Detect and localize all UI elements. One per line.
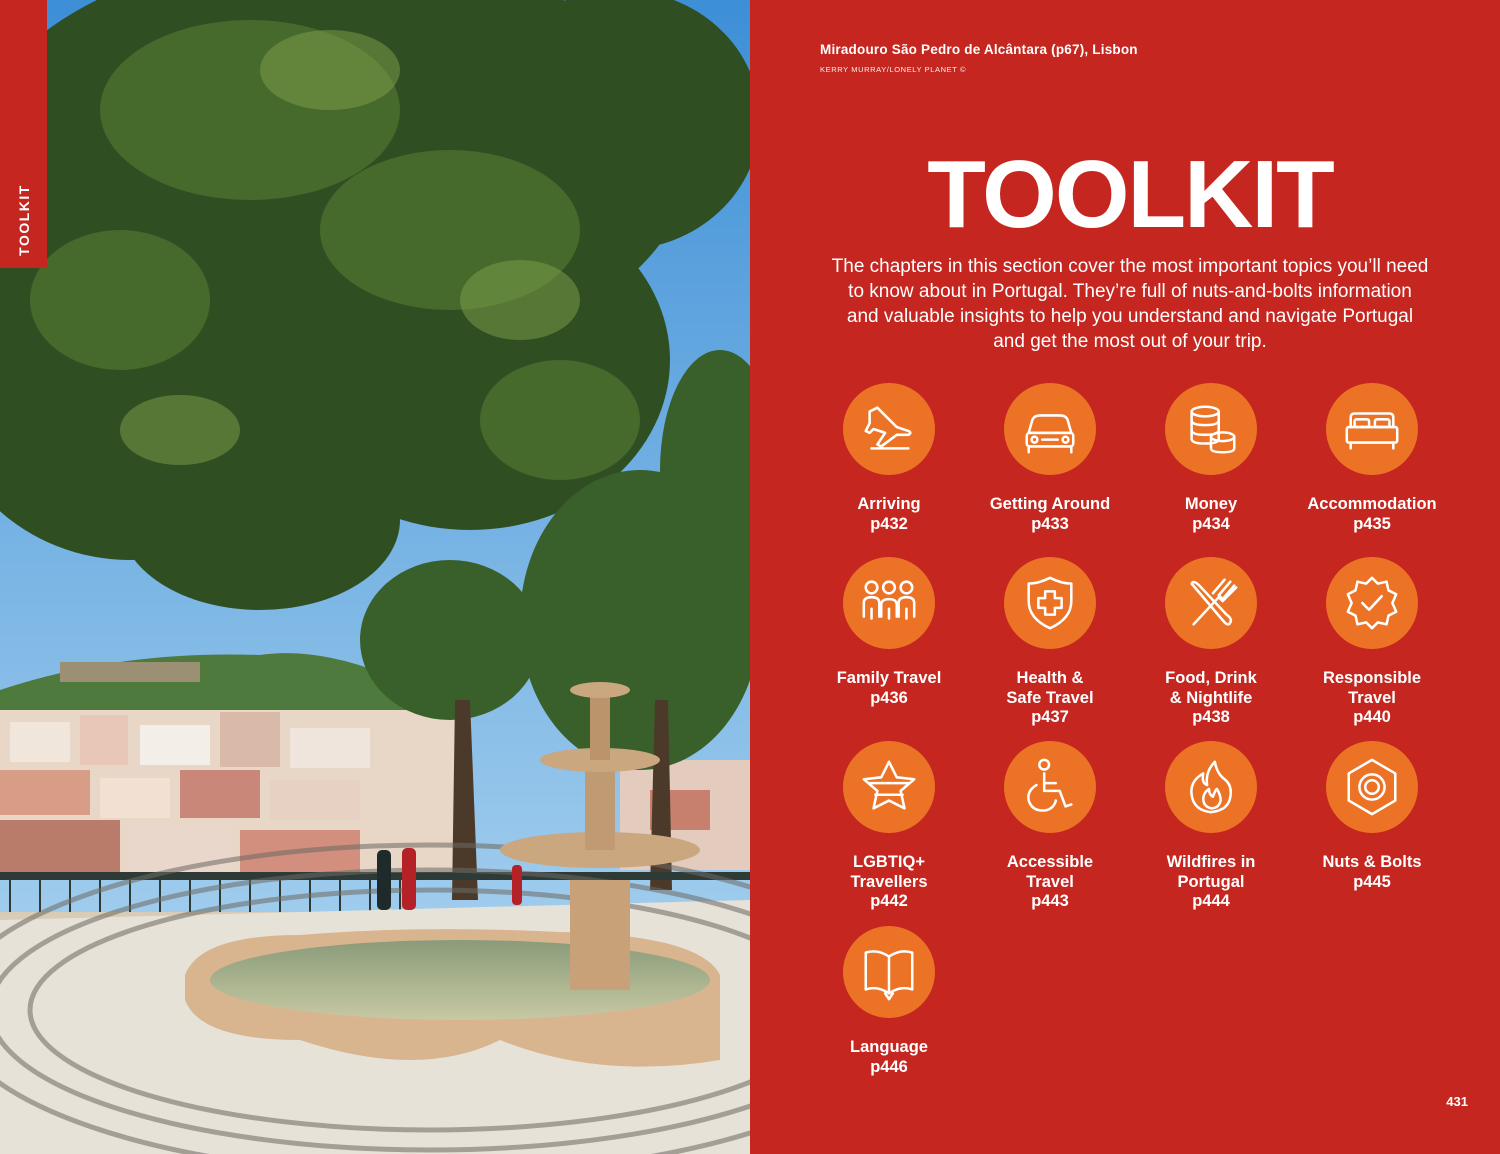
topic-label <box>1131 495 1291 534</box>
topic-page-ref: p437 <box>1031 708 1069 726</box>
hex-nut-icon <box>1341 756 1403 818</box>
photo-caption: Miradouro São Pedro de Alcântara (p67), Lisbon <box>820 42 1138 57</box>
topic-title-line: Family Travel <box>836 669 942 687</box>
page-heading: TOOLKIT <box>927 141 1333 248</box>
topic-label <box>1131 853 1291 912</box>
car-badge <box>1004 383 1096 475</box>
topic-page-ref: p442 <box>870 892 908 910</box>
topic-page-ref: p434 <box>1192 514 1230 533</box>
fork-knife-badge <box>1165 557 1257 649</box>
topic-title-line: Nuts & Bolts <box>1322 853 1422 871</box>
family-icon <box>858 572 920 634</box>
toolkit-topic[interactable] <box>809 557 969 708</box>
topic-label <box>1292 853 1452 892</box>
topic-page-ref: p440 <box>1353 708 1391 726</box>
topic-page-ref: p435 <box>1353 514 1391 533</box>
toolkit-topic[interactable] <box>1292 741 1452 892</box>
book-icon <box>858 941 920 1003</box>
topic-title-line: Safe Travel <box>1006 688 1094 707</box>
toolkit-topic[interactable] <box>970 383 1130 534</box>
topic-page-ref: p432 <box>870 514 908 533</box>
topic-label <box>809 853 969 912</box>
toolkit-topic[interactable] <box>809 741 969 912</box>
topic-title-line: & Nightlife <box>1169 688 1253 707</box>
toolkit-topic[interactable] <box>1131 557 1291 728</box>
toolkit-topic[interactable] <box>970 741 1130 912</box>
fork-knife-icon <box>1180 572 1242 634</box>
bed-icon <box>1341 398 1403 460</box>
topic-label <box>809 669 969 708</box>
star-icon <box>858 756 920 818</box>
photo-credit: KERRY MURRAY/LONELY PLANET © <box>820 65 967 74</box>
topic-page-ref: p443 <box>1031 892 1069 910</box>
intro-paragraph: The chapters in this section cover the most important topics you’ll need to know about in Portugal. They’re full of nuts-and-bolts information and valuable insights to help you understand and navigate Portugal and get the most out of your trip. <box>831 256 1429 352</box>
topic-page-ref: p444 <box>1192 892 1230 910</box>
star-badge <box>843 741 935 833</box>
family-badge <box>843 557 935 649</box>
badge-check-icon <box>1341 572 1403 634</box>
airplane-icon <box>858 398 920 460</box>
coins-icon <box>1180 398 1242 460</box>
topic-title-line: Travel <box>1026 872 1074 891</box>
topic-label <box>809 495 969 534</box>
topic-label <box>970 669 1130 728</box>
toolkit-page <box>750 0 1500 1154</box>
spine-label: TOOLKIT <box>15 184 32 256</box>
bed-badge <box>1326 383 1418 475</box>
topic-label <box>1292 669 1452 728</box>
topic-label <box>809 1038 969 1077</box>
airplane-badge <box>843 383 935 475</box>
topic-title-line: Travel <box>1348 688 1396 707</box>
hex-nut-badge <box>1326 741 1418 833</box>
badge-check-badge <box>1326 557 1418 649</box>
coins-badge <box>1165 383 1257 475</box>
topic-page-ref: p438 <box>1192 708 1230 726</box>
topic-title-line: Arriving <box>857 495 921 513</box>
topic-label <box>970 495 1130 534</box>
topic-title-line: Accessible <box>1006 853 1094 871</box>
toolkit-topic[interactable] <box>1292 383 1452 534</box>
topic-title-line: Portugal <box>1177 872 1245 891</box>
topic-title-line: Language <box>850 1038 928 1056</box>
wheelchair-badge <box>1004 741 1096 833</box>
topic-label <box>1292 495 1452 534</box>
topic-title-line: Wildfires in <box>1166 853 1256 871</box>
topic-page-ref: p446 <box>870 1057 908 1076</box>
book-badge <box>843 926 935 1018</box>
flame-badge <box>1165 741 1257 833</box>
car-icon <box>1019 398 1081 460</box>
shield-cross-badge <box>1004 557 1096 649</box>
page-number: 431 <box>1446 1094 1468 1109</box>
topic-title-line: LGBTIQ+ <box>853 853 925 871</box>
topic-page-ref: p445 <box>1353 872 1391 891</box>
topic-title-line: Responsible <box>1322 669 1422 687</box>
toolkit-topic[interactable] <box>809 383 969 534</box>
topic-label <box>1131 669 1291 728</box>
toolkit-topic[interactable] <box>1292 557 1452 728</box>
topic-title-line: Getting Around <box>989 495 1111 513</box>
topic-title-line: Food, Drink <box>1165 669 1257 687</box>
toolkit-topic[interactable] <box>809 926 969 1077</box>
topic-page-ref: p433 <box>1031 514 1069 533</box>
topic-title-line: Travellers <box>850 872 928 891</box>
toolkit-topic[interactable] <box>1131 741 1291 912</box>
toolkit-topic[interactable] <box>1131 383 1291 534</box>
topic-title-line: Money <box>1184 495 1238 513</box>
toolkit-topic[interactable] <box>970 557 1130 728</box>
topic-page-ref: p436 <box>870 688 908 707</box>
spine-tab <box>0 0 47 268</box>
wheelchair-icon <box>1019 756 1081 818</box>
topic-title-line: Accommodation <box>1307 495 1437 513</box>
flame-icon <box>1180 756 1242 818</box>
shield-cross-icon <box>1019 572 1081 634</box>
topic-title-line: Health & <box>1016 669 1084 687</box>
topic-label <box>970 853 1130 912</box>
